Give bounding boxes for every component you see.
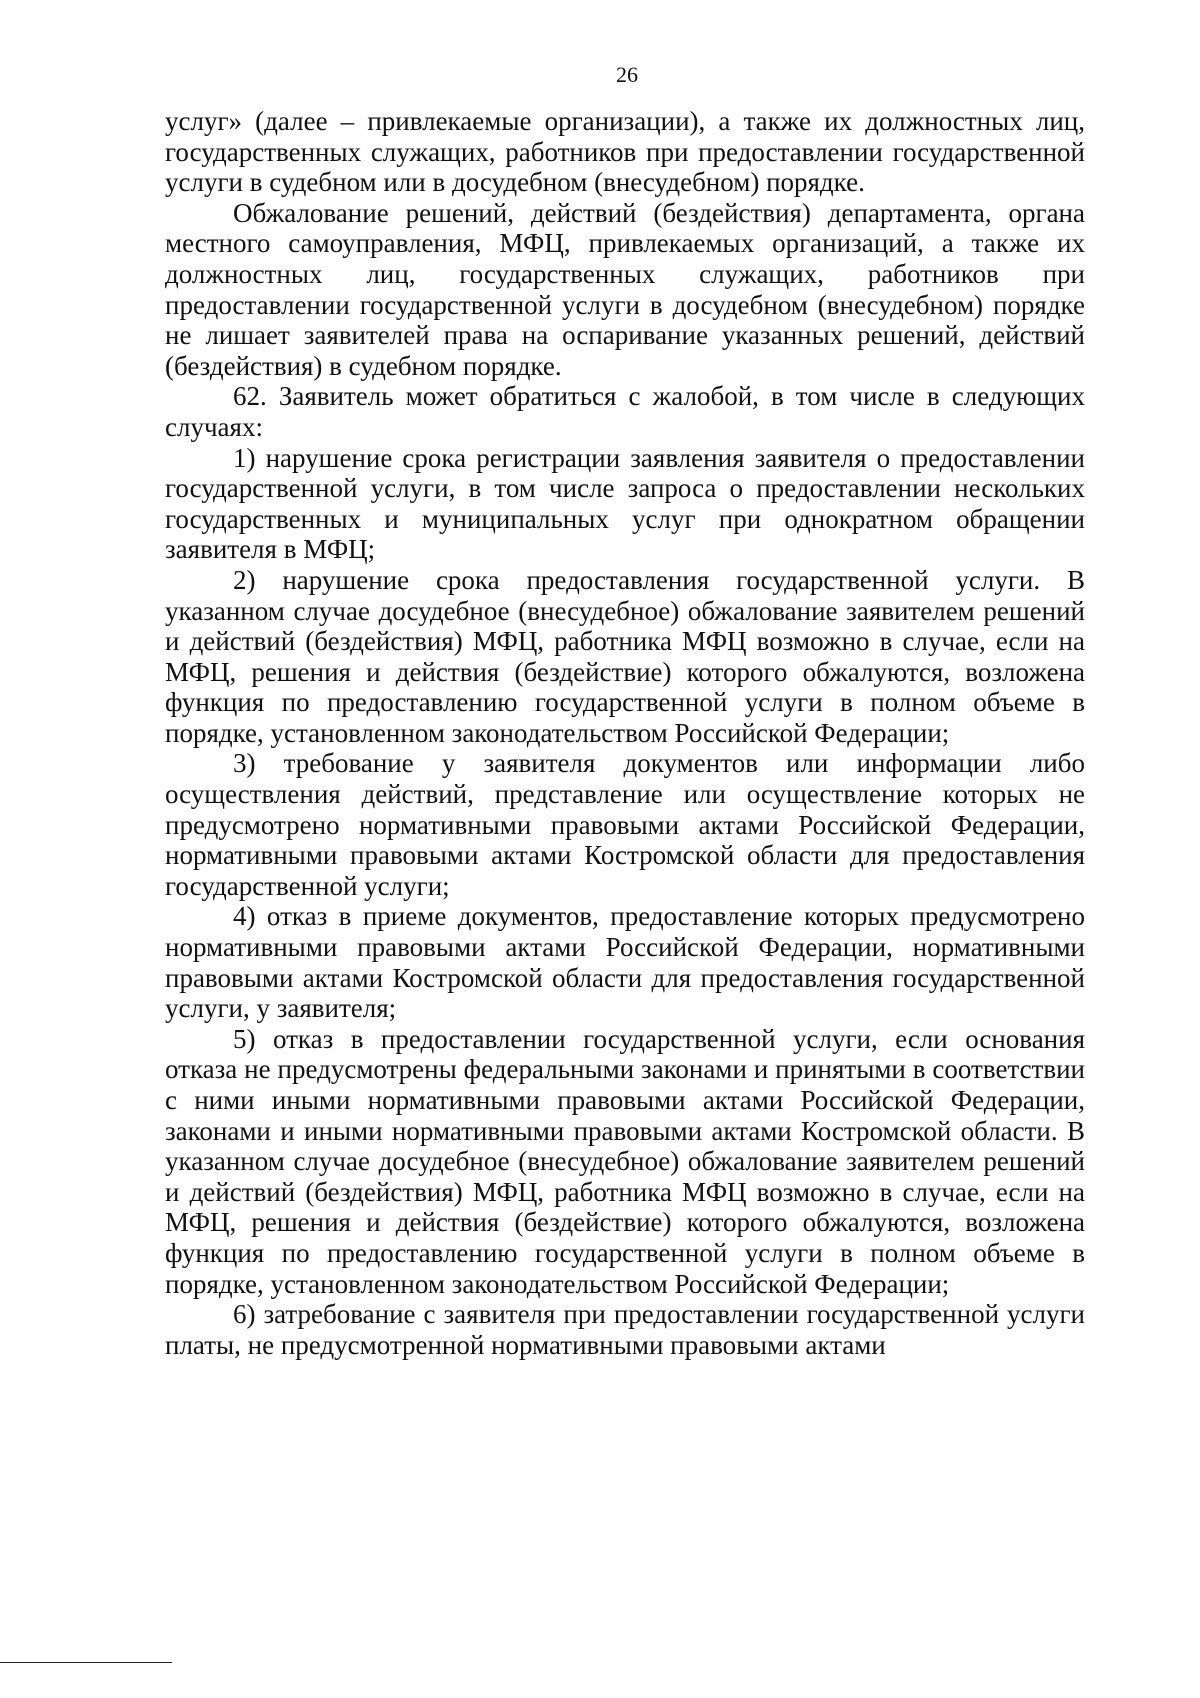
list-item-4: 4) отказ в приеме документов, предоставление которых предусмотрено нормативными правовыми актами Российской Федерации, нормативными правовыми актами Костромской области для предоставления государственной услуги, у заявителя; bbox=[165, 901, 1085, 1024]
footnote-separator-line bbox=[0, 1662, 172, 1663]
list-item-3: 3) требование у заявителя документов или информации либо осуществления действий, представление или осуществление которых не предусмотрено нормативными правовыми актами Российской Федерации, нормативными правовыми актами Костромской области для предоставления государственной услуги; bbox=[165, 748, 1085, 901]
page-number: 26 bbox=[616, 62, 638, 87]
list-item-5: 5) отказ в предоставлении государственной услуги, если основания отказа не предусмотрены федеральными законами и принятыми в соответствии с ними иными нормативными правовыми актами Российской Федерации, законами и иными нормативными правовыми актами Костромской области. В указанном случае досудебное (внесудебное) обжалование заявителем решений и действий (бездействия) МФЦ, работника МФЦ возможно в случае, если на МФЦ, решения и действия (бездействие) которого обжалуются, возложена функция по предоставлению государственной услуги в полном объеме в порядке, установленном законодательством Российской Федерации; bbox=[165, 1023, 1085, 1299]
list-item-2: 2) нарушение срока предоставления государственной услуги. В указанном случае досудебное (внесудебное) обжалование заявителем решений и действий (бездействия) МФЦ, работника МФЦ возможно в случае, если на МФЦ, решения и действия (бездействие) которого обжалуются, возложена функция по предоставлению государственной услуги в полном объеме в порядке, установленном законодательством Российской Федерации; bbox=[165, 564, 1085, 748]
paragraph-62-intro: 62. Заявитель может обратиться с жалобой, в том числе в следующих случаях: bbox=[165, 381, 1085, 442]
paragraph-appeal-rights: Обжалование решений, действий (бездействия) департамента, органа местного самоуправления, МФЦ, привлекаемых организаций, а также их должностных лиц, государственных служащих, работников при предоставлении государственной услуги в досудебном (внесудебном) порядке не лишает заявителей права на оспаривание указанных решений, действий (бездействия) в судебном порядке. bbox=[165, 197, 1085, 381]
list-item-1: 1) нарушение срока регистрации заявления заявителя о предоставлении государственной услуги, в том числе запроса о предоставлении нескольких государственных и муниципальных услуг при однократном обращении заявителя в МФЦ; bbox=[165, 442, 1085, 565]
paragraph-continuation: услуг» (далее – привлекаемые организации), а также их должностных лиц, государственных служащих, работников при предоставлении государственной услуги в судебном или в досудебном (внесудебном) порядке. bbox=[165, 106, 1085, 198]
list-item-6: 6) затребование с заявителя при предоставлении государственной услуги платы, не предусмотренной нормативными правовыми актами bbox=[165, 1299, 1085, 1360]
document-body bbox=[165, 106, 1085, 1360]
